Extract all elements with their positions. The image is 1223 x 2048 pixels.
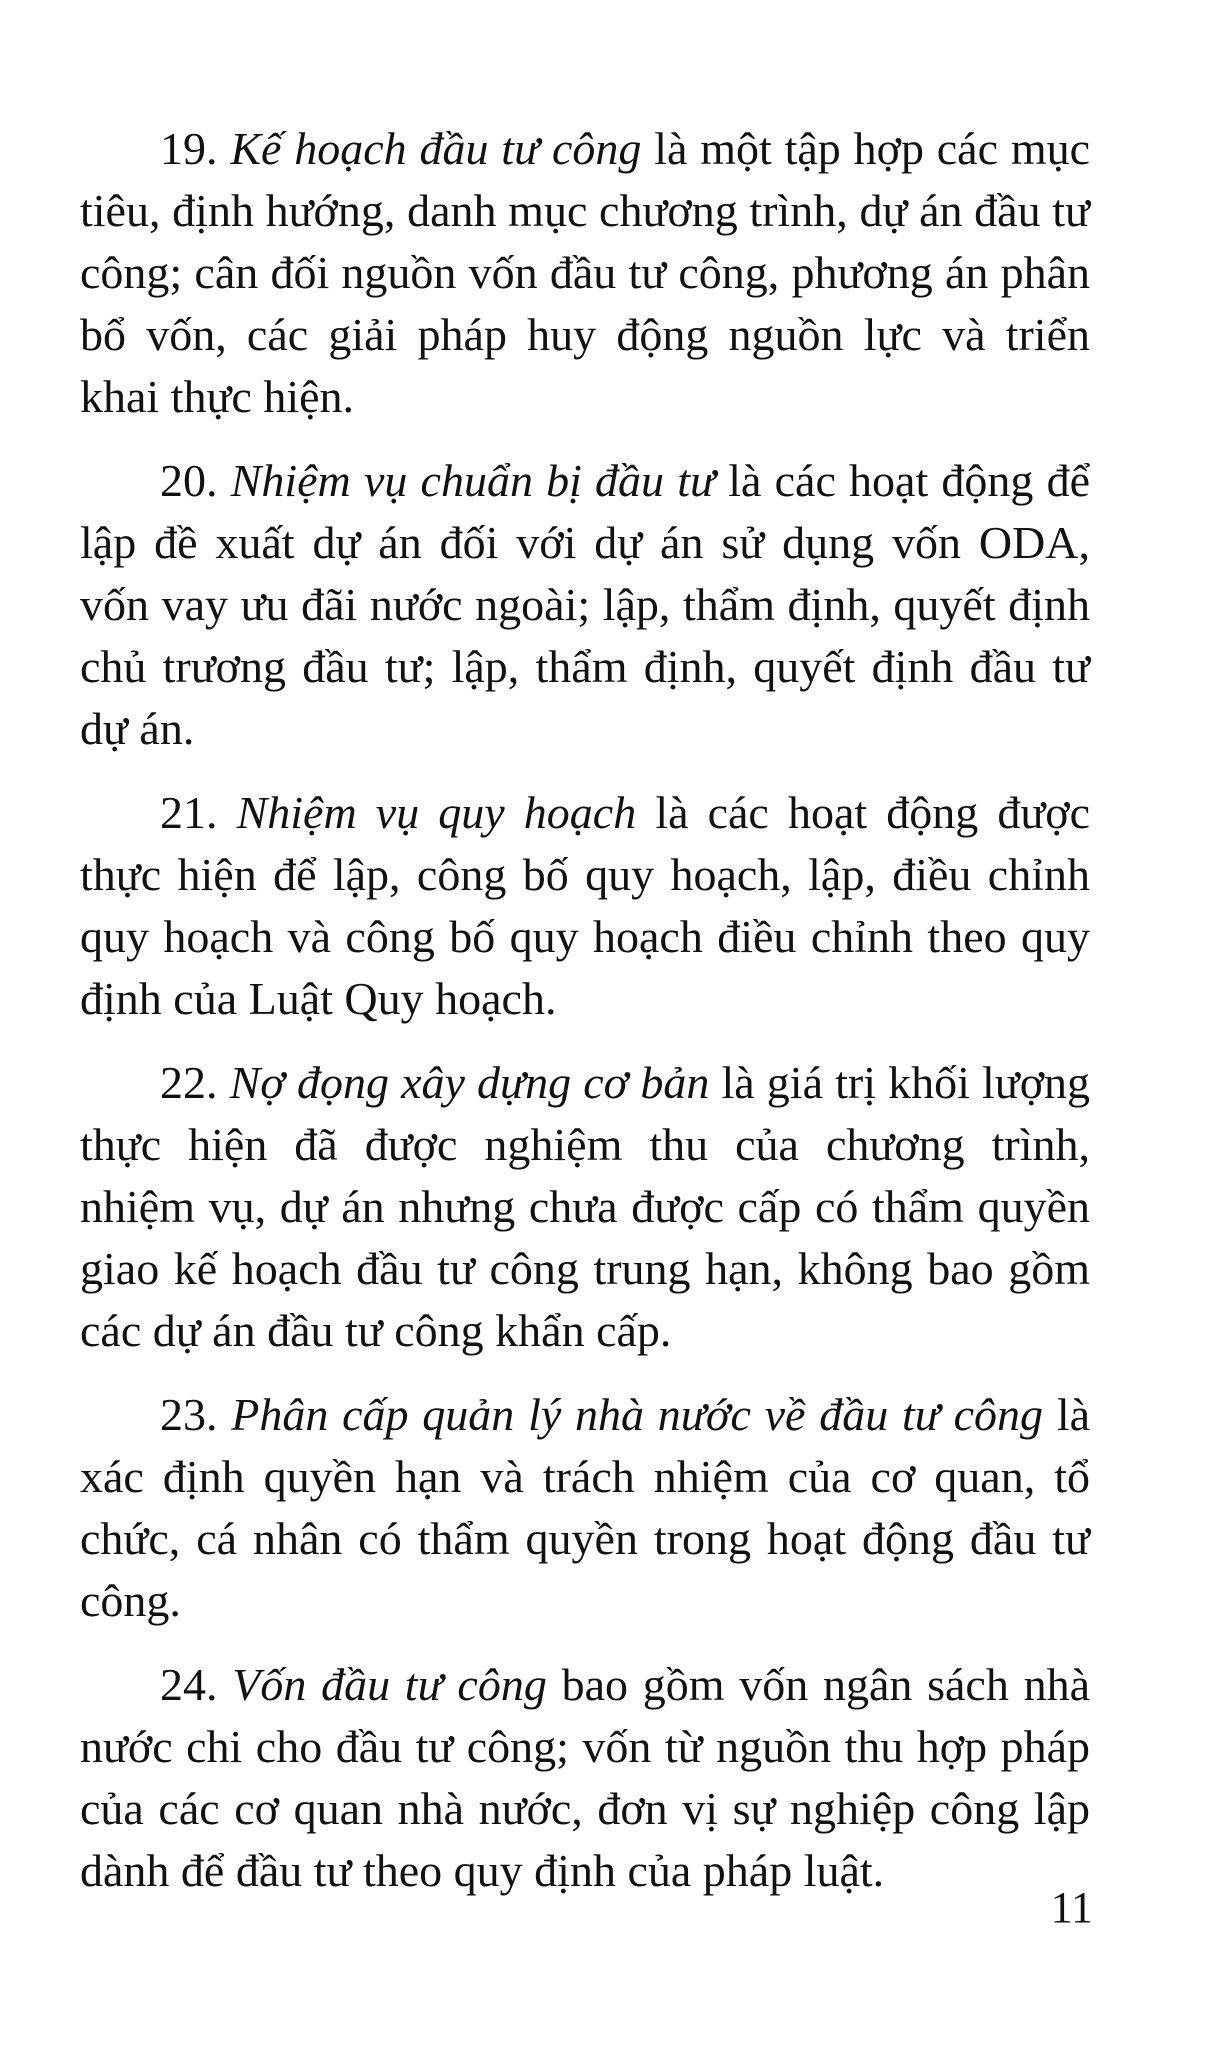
defined-term: Nhiệm vụ quy hoạch <box>236 787 637 838</box>
definition-paragraph-19 <box>80 118 1090 428</box>
definition-paragraph-21 <box>80 782 1090 1030</box>
definition-paragraph-24 <box>80 1654 1090 1902</box>
definition-text: là các hoạt động được thực hiện để lập, công bố quy hoạch, lập, điều chỉnh quy hoạch và công bố quy hoạch điều chỉnh theo quy định của Luật Quy hoạch. <box>80 787 1090 1024</box>
definition-paragraph-23 <box>80 1384 1090 1632</box>
definition-paragraph-20 <box>80 450 1090 760</box>
definition-text: là giá trị khối lượng thực hiện đã được nghiệm thu của chương trình, nhiệm vụ, dự án nhưng chưa được cấp có thẩm quyền giao kế hoạch đầu tư công trung hạn, không bao gồm các dự án đầu tư công khẩn cấp. <box>80 1057 1091 1356</box>
item-number: 23. <box>160 1389 218 1440</box>
item-number: 21. <box>160 787 218 838</box>
defined-term: Kế hoạch đầu tư công <box>230 123 642 174</box>
definition-text: là một tập hợp các mục tiêu, định hướng, danh mục chương trình, dự án đầu tư công; cân đối nguồn vốn đầu tư công, phương án phân bổ vốn, các giải pháp huy động nguồn lực và triển khai thực hiện. <box>80 123 1091 422</box>
item-number: 19. <box>160 123 218 174</box>
defined-term: Nhiệm vụ chuẩn bị đầu tư <box>230 455 716 506</box>
definition-text: là xác định quyền hạn và trách nhiệm của cơ quan, tổ chức, cá nhân có thẩm quyền trong hoạt động đầu tư công. <box>80 1389 1091 1626</box>
definition-text: bao gồm vốn ngân sách nhà nước chi cho đầu tư công; vốn từ nguồn thu hợp pháp của các cơ quan nhà nước, đơn vị sự nghiệp công lập dành để đầu tư theo quy định của pháp luật. <box>80 1659 1090 1896</box>
defined-term: Vốn đầu tư công <box>232 1659 547 1710</box>
defined-term: Nợ đọng xây dựng cơ bản <box>229 1057 710 1108</box>
body-text <box>80 118 1090 1902</box>
item-number: 20. <box>160 455 218 506</box>
defined-term: Phân cấp quản lý nhà nước về đầu tư công <box>231 1389 1044 1440</box>
item-number: 22. <box>160 1057 218 1108</box>
definition-paragraph-22 <box>80 1052 1090 1362</box>
item-number: 24. <box>160 1659 218 1710</box>
definition-text: là các hoạt động để lập đề xuất dự án đối với dự án sử dụng vốn ODA, vốn vay ưu đãi nước ngoài; lập, thẩm định, quyết định chủ trương đầu tư; lập, thẩm định, quyết định đầu tư dự án. <box>80 455 1090 754</box>
page-number: 11 <box>1050 1883 1093 1932</box>
